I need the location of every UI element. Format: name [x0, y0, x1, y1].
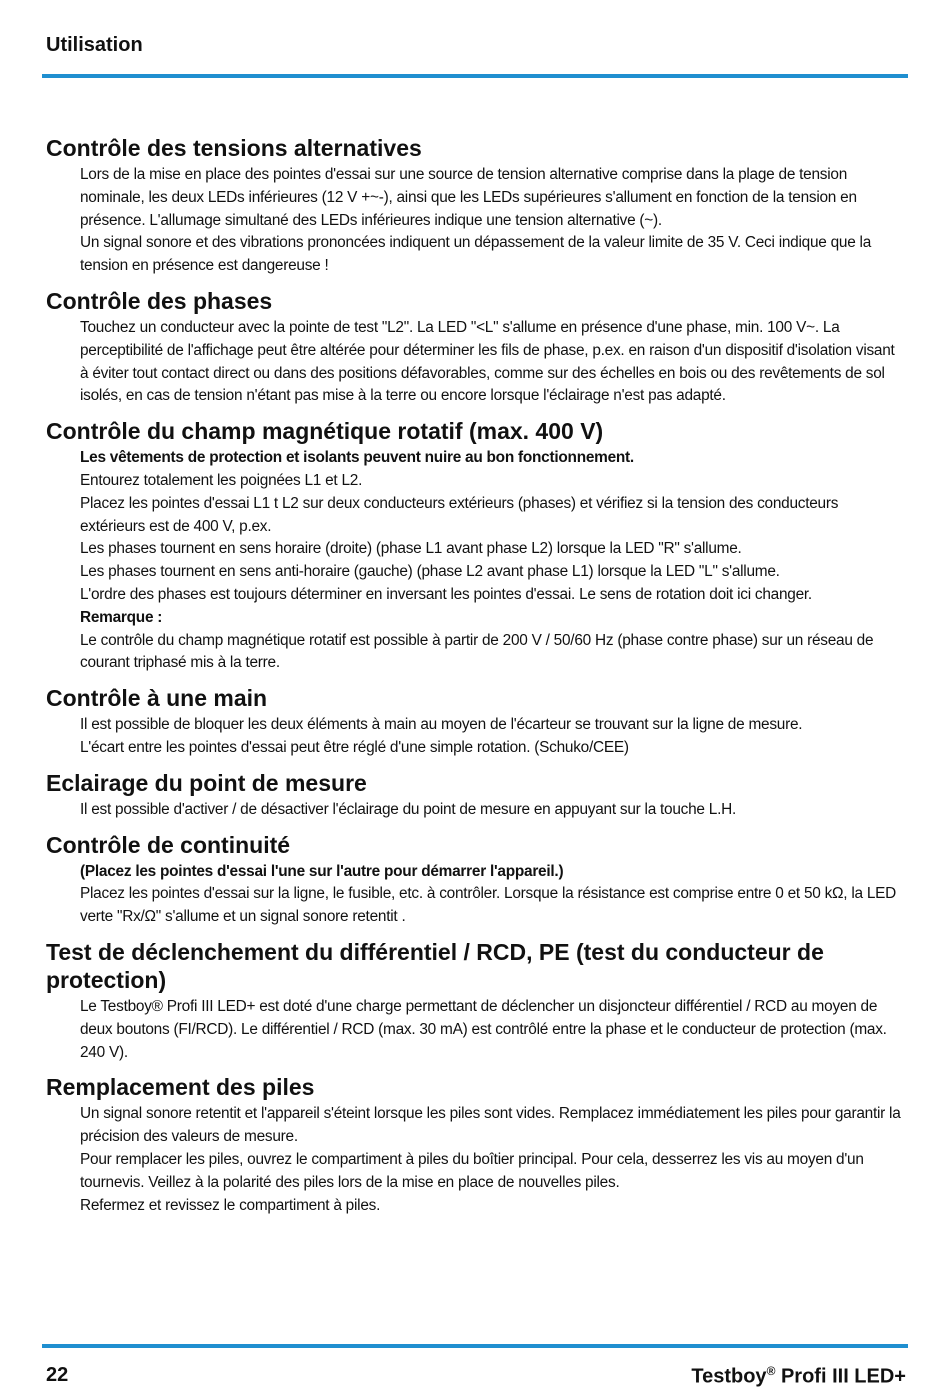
product-name: [691, 1364, 906, 1389]
section-heading: Contrôle des phases: [46, 287, 273, 314]
section: [46, 831, 906, 929]
paragraph: Placez les pointes d'essai L1 t L2 sur deux conducteurs extérieurs (phases) et vérifiez si la tension des conducteurs extérieurs est de 400 V, p.ex.: [80, 494, 839, 535]
section: [46, 1073, 906, 1217]
section: [46, 684, 906, 760]
section-heading: Test de déclenchement du différentiel / RCD, PE (test du conducteur de protection): [46, 938, 824, 993]
paragraph: (Placez les pointes d'essai l'une sur l'autre pour démarrer l'appareil.): [80, 862, 564, 880]
section-heading: Contrôle à une main: [46, 685, 268, 712]
paragraph: Les phases tournent en sens horaire (droite) (phase L1 avant phase L2) lorsque la LED "R" s'allume.: [80, 540, 742, 558]
paragraph: Un signal sonore et des vibrations prononcées indiquent un dépassement de la valeur limite de 35 V. Ceci indique que la tension en présence est dangereuse !: [80, 234, 872, 275]
paragraph: Le contrôle du champ magnétique rotatif est possible à partir de 200 V / 50/60 Hz (phase contre phase) sur un réseau de courant triphasé mis à la terre.: [80, 631, 874, 672]
section-heading: Contrôle de continuité: [46, 831, 291, 858]
section-heading: Contrôle des tensions alternatives: [46, 135, 422, 161]
registered-mark: ®: [766, 1364, 776, 1378]
section-body: [80, 799, 906, 822]
section-body: [80, 447, 906, 675]
page-header-title: Utilisation: [46, 34, 143, 56]
section-body: [80, 996, 906, 1064]
section-body: [80, 317, 906, 408]
paragraph: Les vêtements de protection et isolants peuvent nuire au bon fonctionnement.: [80, 449, 634, 467]
paragraph: Entourez totalement les poignées L1 et L2.: [80, 471, 363, 489]
paragraph: Il est possible de bloquer les deux éléments à main au moyen de l'écarteur se trouvant sur la ligne de mesure.: [80, 716, 803, 734]
section-heading: Remplacement des piles: [46, 1074, 315, 1101]
section: [46, 287, 906, 408]
section: [46, 134, 906, 278]
paragraph: Lors de la mise en place des pointes d'essai sur une source de tension alternative comprise dans la plage de tension nominale, les deux LEDs inférieures (12 V +~-), ainsi que les LEDs supérieures s'allument en fonction de la tension en présence. L'allumage simultané des LEDs inférieures indique une tension alternative (~).: [80, 166, 857, 229]
paragraph: Refermez et revissez le compartiment à piles.: [80, 1196, 381, 1214]
paragraph: Un signal sonore retentit et l'appareil s'éteint lorsque les piles sont vides. Remplacez immédiatement les piles pour garantir la précision des valeurs de mesure.: [80, 1105, 901, 1146]
paragraph: L'écart entre les pointes d'essai peut être réglé d'une simple rotation. (Schuko/CEE): [80, 738, 629, 756]
paragraph: L'ordre des phases est toujours déterminer en inversant les pointes d'essai. Le sens de rotation doit ici changer.: [80, 585, 812, 603]
header-divider: [42, 74, 908, 78]
section-body: [80, 1103, 906, 1217]
section-body: [80, 861, 906, 929]
paragraph: Remarque :: [80, 608, 163, 626]
footer-divider: [42, 1344, 908, 1348]
document-body: [46, 134, 906, 1226]
paragraph: Il est possible d'activer / de désactiver l'éclairage du point de mesure en appuyant sur la touche L.H.: [80, 800, 736, 818]
paragraph: Placez les pointes d'essai sur la ligne, le fusible, etc. à contrôler. Lorsque la résistance est comprise entre 0 et 50 kΩ, la LED verte "Rx/Ω" s'allume et un signal sonore retentit .: [80, 885, 897, 926]
section-body: [80, 164, 906, 278]
page-number: 22: [46, 1364, 69, 1386]
section-heading: Contrôle du champ magnétique rotatif (max. 400 V): [46, 418, 604, 445]
product-model: Profi III LED+: [780, 1365, 906, 1388]
section: [46, 938, 906, 1064]
paragraph: Touchez un conducteur avec la pointe de test "L2". La LED "<L" s'allume en présence d'une phase, min. 100 V~. La perceptibilité de l'affichage peut être altérée pour déterminer les fils de phase, p.ex. en raison d'un dispositif d'isolation visant à éviter tout contact direct ou dans des positions défavorables, comme sur des échelles en bois ou des revêtements de sol isolés, en cas de tension n'étant pas mise à la terre ou encore lorsque l'éclairage n'est pas adapté.: [80, 318, 895, 405]
brand-name: Testboy: [691, 1365, 767, 1388]
section-body: [80, 714, 906, 760]
section-heading: Eclairage du point de mesure: [46, 769, 367, 796]
section: [46, 769, 906, 822]
paragraph: Le Testboy® Profi III LED+ est doté d'une charge permettant de déclencher un disjoncteur différentiel / RCD au moyen de deux boutons (FI/RCD). Le différentiel / RCD (max. 30 mA) est contrôlé entre la phase et le conducteur de protection (max. 240 V).: [80, 997, 887, 1061]
paragraph: Les phases tournent en sens anti-horaire (gauche) (phase L2 avant phase L1) lorsque la LED "L" s'allume.: [80, 563, 780, 581]
paragraph: Pour remplacer les piles, ouvrez le compartiment à piles du boîtier principal. Pour cela, desserrez les vis au moyen d'un tournevis. Veillez à la polarité des piles lors de la mise en place de nouvelles piles.: [80, 1150, 864, 1191]
section: [46, 417, 906, 675]
